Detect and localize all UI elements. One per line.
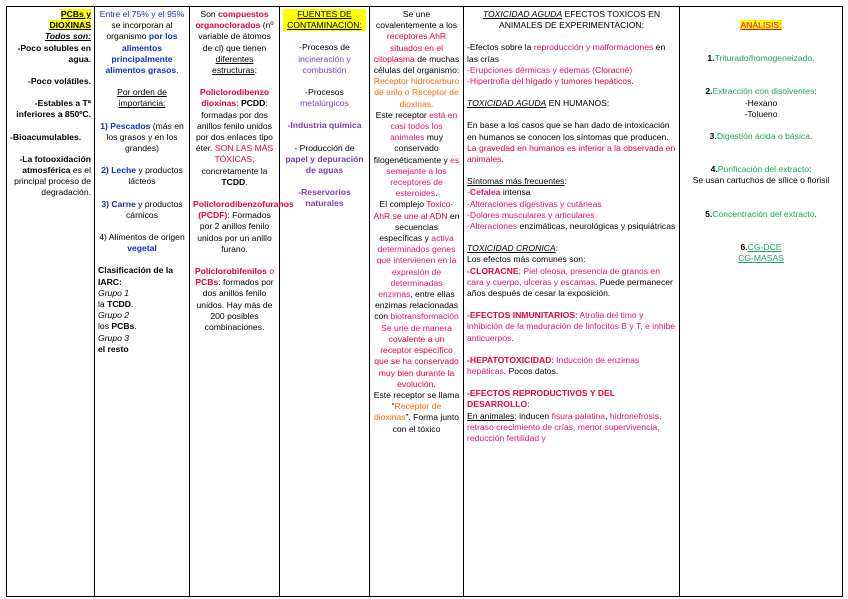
food-item-4: 4) Alimentos de origen vegetal <box>99 232 185 254</box>
complex-text: El complejo Toxico-AhR se une al ADN en secuencias específicas y activa determinados genes que intervienen en la expresión de determinadas enzimas, entre ellas enzimas relacionadas con biotransformación Se une de manera covalente a un receptor específico que se ha conservado muy bien durante la evolución. <box>373 199 460 389</box>
source-4: - Producción de papel y depuración de aguas <box>285 142 364 176</box>
step-6-b: CG-MASAS <box>738 253 784 264</box>
food-item-1: 1) Pescados (más en los grasos y en los grandes) <box>100 120 184 154</box>
immune-text: -EFECTOS INMUNITARIOS: Atrofia del timo y inhibición de la maduración de linfocitos B y T, e inhibe anticuerpos. <box>467 310 676 343</box>
group-1-value: la TCDD. <box>98 299 134 310</box>
col-structure <box>190 7 294 597</box>
iarc-heading: Clasificación de la IARC: <box>98 265 173 287</box>
food-item-3: 3) Carne y productos cárnicos <box>101 198 183 220</box>
receptor-name-text: Este receptor se llama “Receptor de dioxinas”. Forma junto con el tóxico <box>373 389 460 434</box>
col-toxicity <box>464 7 680 597</box>
step-5: 5.Concentración del extracto. <box>705 208 817 219</box>
todos-son-heading: Todos son: <box>45 31 91 42</box>
pcdd-text: Policlorodibenzo dioxinas: PCDD: formadas por dos anillos fenilo unidos por dos enlaces tipo éter. SON LAS MÁS TÓXICAS, concretamente la TCDD. <box>195 87 274 187</box>
tolueno: -Tolueno <box>744 108 778 119</box>
symptom-3: -Dolores musculares y articulares <box>467 209 595 220</box>
effect-1: -Efectos sobre la reproducción y malformaciones en las crías <box>467 42 666 64</box>
orden-heading: Por orden de importancia: <box>117 87 167 109</box>
mechanism-text: Se une covalentemente a los receptores AhR situados en el citoplasma de muchas células del organismo: Receptor hidrocarburo de arilo o Receptor de dioxinas. <box>373 9 460 109</box>
effect-3: -Hipertrofia del hígado y tumores hepáticos. <box>467 76 634 87</box>
source-1: -Procesos de incineración y combustión <box>298 42 351 75</box>
symptoms-heading: Síntomas más frecuentes: <box>467 176 567 187</box>
animals-text: En animales: inducen fisura palatina, hidronefrosis, retraso crecimiento de crías, menor supervivencia, reducción fertilidad y <box>467 410 662 444</box>
col-mechanism <box>370 7 464 597</box>
step-2: 2.Extracción con disolventes: <box>705 86 817 97</box>
symptom-2: -Alteraciones digestivas y cutáneas <box>467 198 602 209</box>
estables: -Estables a Tª inferiores a 850ºC. <box>16 98 91 120</box>
group-1: Grupo 1 <box>98 287 130 298</box>
group-2: Grupo 2 <box>98 310 130 321</box>
toxicity-acute-humans-heading: TOXICIDAD AGUDA EN HUMANOS: <box>467 98 610 109</box>
summary-table <box>6 6 843 597</box>
source-3: -Industria química <box>287 120 362 131</box>
col-properties <box>7 7 95 597</box>
incorporation-text: Entre el 75% y el 95% se incorporan al organismo por los alimentos principalmente alimentos grasos. <box>99 9 185 76</box>
fuentes-title: FUENTES DE CONTAMINACIÓN: <box>283 9 366 31</box>
fotooxidacion: -La fotooxidación atmosférica es el principal proceso de degradación. <box>14 153 91 198</box>
pcb-text: Policlorobifenilos o PCBs: formados por dos anillos fenilo unidos. Hay más de 200 posibles combinaciones. <box>194 266 275 333</box>
step-3: 3.Digestión ácida o básica. <box>709 131 813 142</box>
effect-2: -Erupciones dérmicas y edemas (Cloracné) <box>467 64 633 75</box>
source-5: -Reservorios naturales <box>298 187 351 209</box>
receptor-text: Este receptor está en casi todos los animales muy conservado filogenéticamente y es semejante a los receptores de esteroides. <box>373 109 460 199</box>
chronic-intro: Los efectos más comunes son: <box>467 254 586 265</box>
source-2: -Procesos metalúrgicos <box>300 87 349 109</box>
pcdf-text: Policlorodibenzofuranos (PCDF): Formados por 2 anillos fenilo unidos por un anillo furano. <box>193 199 294 254</box>
col-analysis <box>680 7 843 597</box>
hexano: -Hexano <box>744 97 778 108</box>
analisis-title: ANÁLISIS: <box>740 20 782 30</box>
group-2-value: los PCBs. <box>98 321 137 332</box>
toxicity-acute-animals-heading: TOXICIDAD AGUDA EFECTOS TOXICOS EN ANIMALES DE EXPERIMENTACION: <box>482 9 661 31</box>
humans-text: En base a los casos que se han dado de intoxicación en humanos se conocen los síntomas que producen. La gravedad en humanos es inferior a la observada en animales. <box>467 120 676 165</box>
step-6: 6.CG-DCE <box>740 241 782 252</box>
cloracne-text: -CLORACNE: Piel oleosa, presencia de granos en cara y cuerpo, ulceras y escamas. Puede permanecer años después de cesar la exposición. <box>467 265 673 299</box>
poco-volatiles: -Poco volátiles. <box>27 76 91 87</box>
bioacumulables: -Bioacumulables. <box>10 131 82 142</box>
dioxinas-title: DIOXINAS <box>49 20 91 31</box>
group-3-value: el resto <box>98 343 129 354</box>
toxicity-chronic-heading: TOXICIDAD CRONICA: <box>467 243 559 254</box>
step-1: 1.Triturado/homogeneizado. <box>707 53 815 64</box>
col-sources <box>280 7 370 597</box>
reproductive-heading: -EFECTOS REPRODUCTIVOS Y DEL DESARROLLO: <box>467 388 615 410</box>
food-item-2: 2) Leche y productos lácteos <box>101 165 183 187</box>
symptom-4: -Alteraciones enzimáticas, neurológicas y psiquiátricas <box>467 221 676 232</box>
step-4: 4.Purificación del extracto: <box>710 164 812 175</box>
organoclorados-text: Son compuestos organoclorados (nº variable de átomos de cl) que tienen diferentes estructuras: <box>195 9 274 76</box>
symptom-1: -Cefalea intensa <box>467 187 531 198</box>
step-4-text: Se usan cartuchos de sílice o florisil <box>692 175 830 186</box>
hepato-text: -HEPATOTOXICIDAD: Inducción de enzimas hepáticas. Pocos datos. <box>467 354 640 377</box>
group-3: Grupo 3 <box>98 332 130 343</box>
poco-solubles: -Poco solubles en agua. <box>17 42 91 64</box>
col-exposure <box>95 7 190 597</box>
pcbs-title: PCBs y <box>60 9 91 19</box>
